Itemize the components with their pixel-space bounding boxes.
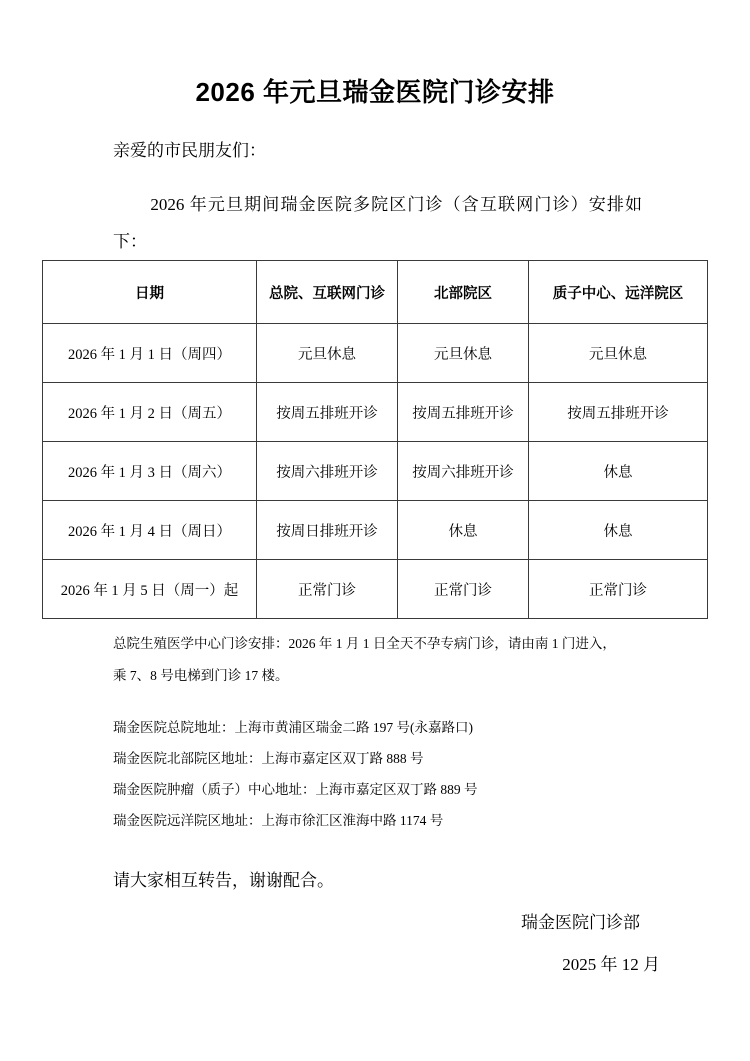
cell-date: 2026 年 1 月 5 日（周一）起: [43, 560, 257, 619]
cell-date: 2026 年 1 月 4 日（周日）: [43, 501, 257, 560]
cell-date: 2026 年 1 月 3 日（周六）: [43, 442, 257, 501]
address-main-campus: 瑞金医院总院地址：上海市黄浦区瑞金二路 197 号(永嘉路口): [113, 720, 473, 735]
intro-paragraph-line2: 下：: [113, 232, 147, 251]
table-row: [43, 383, 708, 442]
table-row: [43, 501, 708, 560]
header-main-campus: 总院、互联网门诊: [257, 261, 398, 324]
header-proton-ocean-campus: 质子中心、远洋院区: [529, 261, 708, 324]
cell-date: 2026 年 1 月 1 日（周四）: [43, 324, 257, 383]
cell-proton: 元旦休息: [529, 324, 708, 383]
cell-north: 按周六排班开诊: [398, 442, 529, 501]
reproductive-center-note: [113, 628, 643, 692]
address-north-campus: 瑞金医院北部院区地址：上海市嘉定区双丁路 888 号: [113, 751, 424, 766]
cell-north: 按周五排班开诊: [398, 383, 529, 442]
table-row: [43, 442, 708, 501]
outpatient-schedule-table: [42, 260, 708, 619]
address-list: [113, 712, 653, 836]
address-ocean-campus: 瑞金医院远洋院区地址：上海市徐汇区淮海中路 1174 号: [113, 813, 444, 828]
cell-proton: 按周五排班开诊: [529, 383, 708, 442]
cell-date: 2026 年 1 月 2 日（周五）: [43, 383, 257, 442]
header-north-campus: 北部院区: [398, 261, 529, 324]
table-header-row: [43, 261, 708, 324]
cell-main: 正常门诊: [257, 560, 398, 619]
table-row: [43, 324, 708, 383]
greeting-text: 亲爱的市民朋友们：: [113, 141, 266, 160]
cell-proton: 休息: [529, 442, 708, 501]
cell-proton: 正常门诊: [529, 560, 708, 619]
cell-main: 按周五排班开诊: [257, 383, 398, 442]
cell-north: 正常门诊: [398, 560, 529, 619]
table-row: [43, 560, 708, 619]
cell-main: 按周日排班开诊: [257, 501, 398, 560]
cell-main: 按周六排班开诊: [257, 442, 398, 501]
note-line2: 乘 7、8 号电梯到门诊 17 楼。: [113, 668, 289, 683]
cell-main: 元旦休息: [257, 324, 398, 383]
address-proton-center: 瑞金医院肿瘤（质子）中心地址：上海市嘉定区双丁路 889 号: [113, 782, 478, 797]
cell-north: 元旦休息: [398, 324, 529, 383]
page-title: 2026 年元旦瑞金医院门诊安排: [195, 77, 555, 107]
header-date: 日期: [43, 261, 257, 324]
cell-proton: 休息: [529, 501, 708, 560]
intro-paragraph-line1: 2026 年元旦期间瑞金医院多院区门诊（含互联网门诊）安排如: [150, 195, 642, 214]
cell-north: 休息: [398, 501, 529, 560]
closing-text: 请大家相互转告，谢谢配合。: [113, 871, 334, 890]
note-line1: 总院生殖医学中心门诊安排：2026 年 1 月 1 日全天不孕专病门诊，请由南 1 门进入，: [113, 636, 616, 651]
signature-text: 瑞金医院门诊部: [521, 913, 640, 932]
date-text: 2025 年 12 月: [562, 955, 660, 974]
